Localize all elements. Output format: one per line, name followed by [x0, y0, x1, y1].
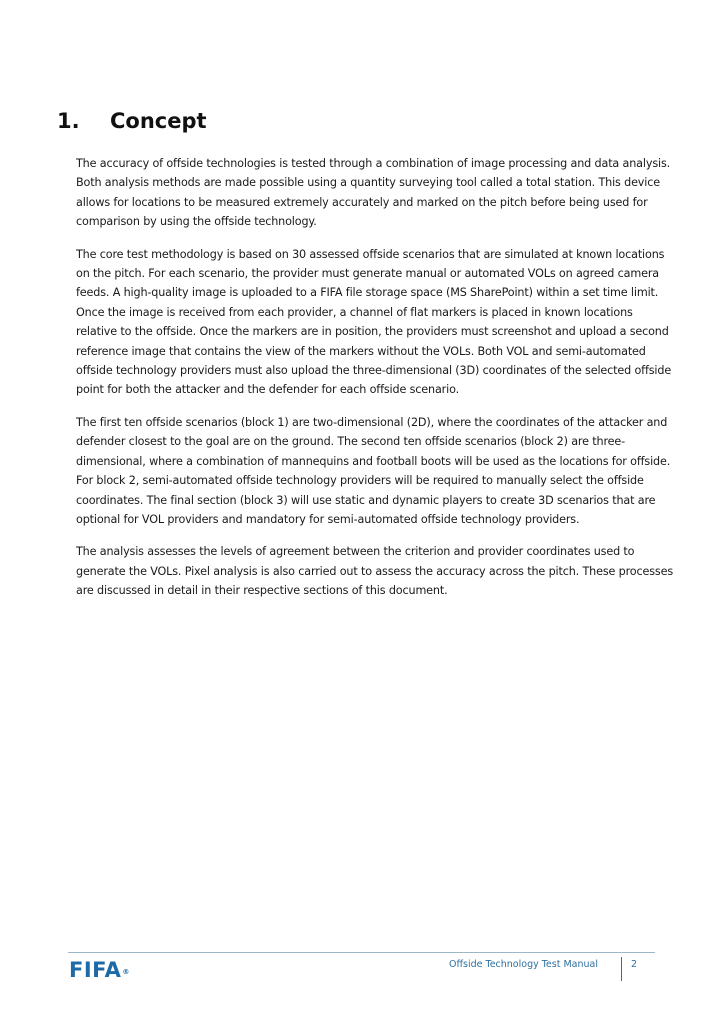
footer-separator	[621, 957, 622, 981]
body-text	[76, 154, 673, 614]
footer-divider	[68, 952, 655, 953]
registered-mark: ®	[122, 968, 130, 976]
fifa-logo	[69, 958, 130, 982]
paragraph: The core test methodology is based on 30 assessed offside scenarios that are simulated at known locations on the pitch. For each scenario, the provider must generate manual or automated VOLs on agreed camera feeds. A high-quality image is uploaded to a FIFA file storage space (MS SharePoint) within a set time limit. Once the image is received from each provider, a channel of flat markers is placed in known locations relative to the offside. Once the markers are in position, the providers must screenshot and upload a second reference image that contains the view of the markers without the VOLs. Both VOL and semi-automated offside technology providers must also upload the three-dimensional (3D) coordinates of the selected offside point for both the attacker and the defender for each offside scenario.	[76, 247, 672, 397]
paragraph: The first ten offside scenarios (block 1) are two-dimensional (2D), where the coordinates of the attacker and defender closest to the goal are on the ground. The second ten offside scenarios (block 2) are three-dimensional, where a combination of mannequins and football boots will be used as the locations for offside. For block 2, semi-automated offside technology providers will be required to manually select the offside coordinates. The final section (block 3) will use static and dynamic players to create 3D scenarios that are optional for VOL providers and mandatory for semi-automated offside technology providers.	[76, 415, 671, 526]
section-number: 1.	[57, 109, 80, 133]
page-number: 2	[631, 959, 638, 970]
paragraph: The accuracy of offside technologies is tested through a combination of image processing and data analysis. Both analysis methods are made possible using a quantity surveying tool called a total station. This device allows for locations to be measured extremely accurately and marked on the pitch before being used for comparison by using the offside technology.	[76, 157, 671, 229]
paragraph: The analysis assesses the levels of agreement between the criterion and provider coordinates used to generate the VOLs. Pixel analysis is also carried out to assess the accuracy across the pitch. These processes are discussed in detail in their respective sections of this document.	[76, 545, 674, 598]
footer-document-title: Offside Technology Test Manual	[449, 959, 598, 970]
fifa-logo-text: FIFA	[69, 958, 122, 982]
section-title: Concept	[110, 109, 207, 133]
section-heading	[57, 109, 207, 133]
